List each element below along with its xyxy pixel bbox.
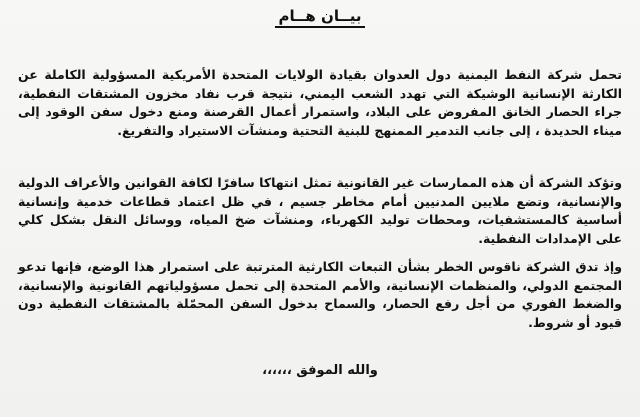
statement-paragraph-3: وإذ تدق الشركة ناقوس الخطر بشأن التبعات الكارثية المترتبة على استمرار هذا الوضع، فإنها تدعو المجتمع الدولي، والمنظمات الإنسانية، والأمم المتحدة إلى تحمل مسؤولياتهم القانونية والإنسانية، والضغط الفوري من أجل رفع الحصار، والسماح بدخول السفن المحمّلة بالمشتقات النفطية دون قيود أو شروط. — [18, 259, 622, 330]
statement-closing: والله الموفق ،،،،،، — [262, 363, 378, 378]
statement-title — [0, 6, 640, 26]
statement-paragraph-2: وتؤكد الشركة أن هذه الممارسات غير القانونية تمثل انتهاكا سافرًا لكافة القوانين والأعراف الدولية والإنسانية، وتضع ملايين المدنيين أمام مخاطر جسيم ، في ظل اعتماد قطاعات خدمية وإنسانية أساسية كالمستشفيات، ومحطات توليد الكهرباء، ومنشآت ضخ المياه، ووسائل النقل بشكل كلي على الإمدادات النفطية. — [18, 175, 622, 246]
statement-paragraph-1: تحمل شركة النفط اليمنية دول العدوان بقيادة الولايات المتحدة الأمريكية المسؤولية الكاملة عن الكارثة الإنسانية الوشيكة التي تهدد الشعب اليمني، نتيجة قرب نفاد مخزون المشتقات النفطية، جراء الحصار الخانق المفروض على البلاد، واستمرار أعمال القرصنة ومنع دخول سفن الوقود إلى ميناء الحديدة ، إلى جانب التدمير الممنهج للبنية التحتية ومنشآت الاستيراد والتفريغ. — [18, 67, 622, 138]
statement-title-text: بيــان هــام — [275, 7, 366, 28]
